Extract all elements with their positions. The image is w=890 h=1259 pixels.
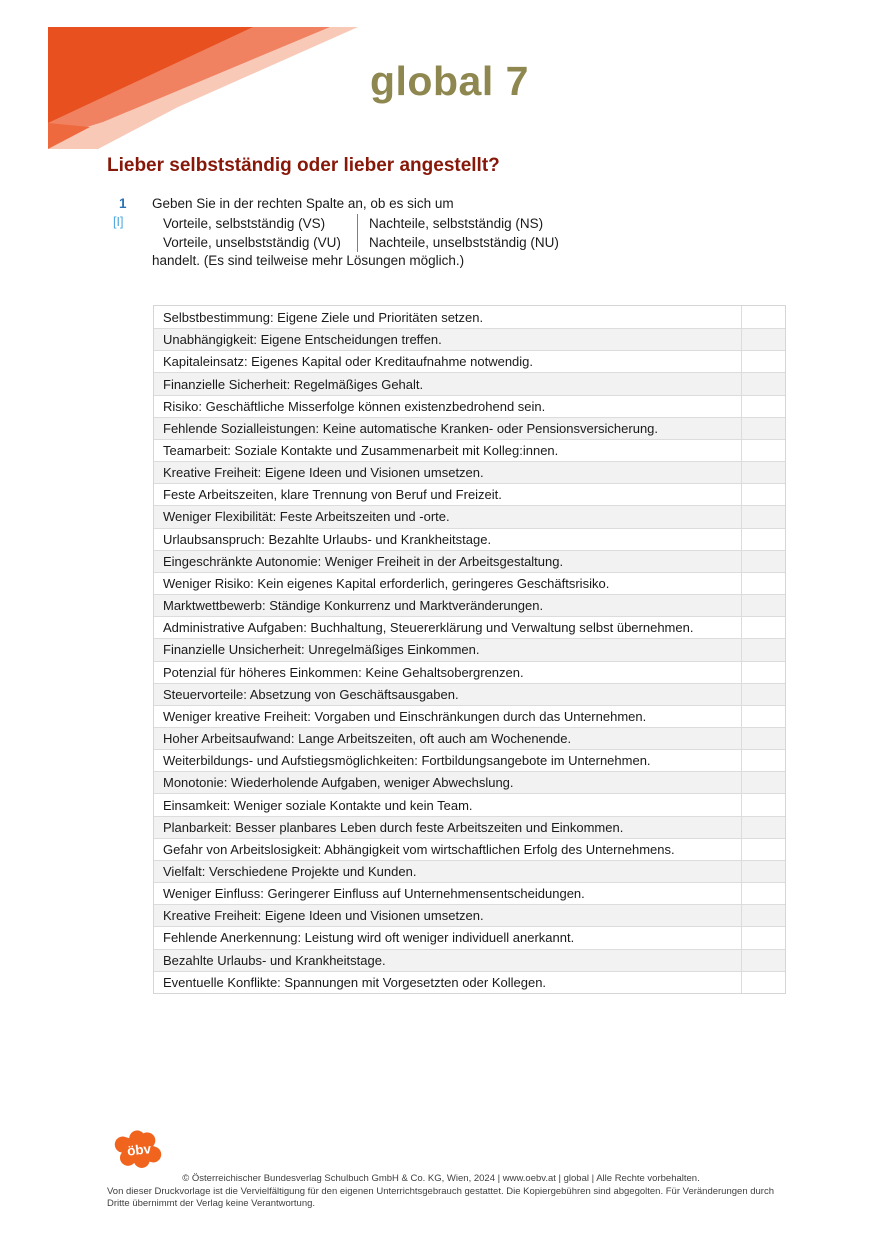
row-statement-text: Unabhängigkeit: Eigene Entscheidungen treffen. [163, 332, 442, 348]
table-row [154, 838, 785, 860]
row-statement-text: Eingeschränkte Autonomie: Weniger Freiheit in der Arbeitsgestaltung. [163, 553, 564, 569]
row-statement-text: Steuervorteile: Absetzung von Geschäftsausgaben. [163, 686, 459, 702]
row-statement-text: Fehlende Sozialleistungen: Keine automatische Kranken- oder Pensionsversicherung. [163, 420, 659, 436]
row-statement-text: Kreative Freiheit: Eigene Ideen und Visionen umsetzen. [163, 465, 484, 481]
answer-cell[interactable] [741, 817, 785, 838]
answer-cell[interactable] [741, 772, 785, 793]
table-row [154, 949, 785, 971]
row-statement-text: Einsamkeit: Weniger soziale Kontakte und kein Team. [163, 797, 473, 813]
row-statement-text: Marktwettbewerb: Ständige Konkurrenz und Marktveränderungen. [163, 598, 544, 614]
table-row [154, 306, 785, 328]
answer-cell[interactable] [741, 551, 785, 572]
row-statement-text: Gefahr von Arbeitslosigkeit: Abhängigkeit vom wirtschaftlichen Erfolg des Unternehmens. [163, 841, 675, 857]
row-statement-text: Hoher Arbeitsaufwand: Lange Arbeitszeiten, oft auch am Wochenende. [163, 731, 572, 747]
table-row [154, 372, 785, 394]
answer-cell[interactable] [741, 506, 785, 527]
row-statement-text: Weiterbildungs- und Aufstiegsmöglichkeiten: Fortbildungsangebote im Unternehmen. [163, 753, 651, 769]
answer-cell[interactable] [741, 861, 785, 882]
task-intro-text: Geben Sie in der rechten Spalte an, ob es sich um [152, 196, 454, 211]
table-row [154, 816, 785, 838]
answer-cell[interactable] [741, 373, 785, 394]
answer-cell[interactable] [741, 662, 785, 683]
answer-cell[interactable] [741, 883, 785, 904]
table-row [154, 550, 785, 572]
row-statement-text: Teamarbeit: Soziale Kontakte und Zusammenarbeit mit Kolleg:innen. [163, 443, 559, 459]
row-statement-text: Kreative Freiheit: Eigene Ideen und Visionen umsetzen. [163, 908, 484, 924]
option-vs: Vorteile, selbstständig (VS) [163, 216, 326, 231]
table-row [154, 705, 785, 727]
row-statement-text: Weniger Flexibilität: Feste Arbeitszeiten und -orte. [163, 509, 450, 525]
worksheet-heading: Lieber selbstständig oder lieber angestellt? [107, 155, 500, 176]
table-row [154, 395, 785, 417]
task-options-left-column [163, 214, 357, 252]
task-options [163, 214, 559, 252]
oebv-logo-icon [109, 1126, 167, 1174]
row-statement-text: Fehlende Anerkennung: Leistung wird oft weniger individuell anerkannt. [163, 930, 575, 946]
task-outro-text: handelt. (Es sind teilweise mehr Lösungen möglich.) [152, 253, 465, 268]
row-statement-text: Monotonie: Wiederholende Aufgaben, weniger Abwechslung. [163, 775, 514, 791]
row-statement-text: Urlaubsanspruch: Bezahlte Urlaubs- und Krankheitstage. [163, 531, 492, 547]
table-row [154, 483, 785, 505]
answer-cell[interactable] [741, 306, 785, 328]
table-row [154, 417, 785, 439]
answer-cell[interactable] [741, 396, 785, 417]
answer-cell[interactable] [741, 684, 785, 705]
answer-cell[interactable] [741, 462, 785, 483]
answer-cell[interactable] [741, 750, 785, 771]
table-row [154, 350, 785, 372]
answer-cell[interactable] [741, 706, 785, 727]
option-ns: Nachteile, selbstständig (NS) [369, 216, 544, 231]
table-row [154, 572, 785, 594]
table-row [154, 328, 785, 350]
table-row [154, 904, 785, 926]
footer-usage-notice: Von dieser Druckvorlage ist die Vervielfältigung für den eigenen Unterrichtsgebrauch gestattet. Die Kopiergebühren sind abgegolten. Für Veränderungen durch Dritte übernimmt der Verlag keine Verantwortung. [107, 1186, 775, 1209]
oebv-logo-text: öbv [126, 1141, 152, 1159]
answer-cell[interactable] [741, 927, 785, 948]
answer-cell[interactable] [741, 972, 785, 993]
footer-copyright: © Österreichischer Bundesverlag Schulbuch GmbH & Co. KG, Wien, 2024 | www.oebv.at | global | Alle Rechte vorbehalten. [182, 1173, 700, 1184]
row-statement-text: Weniger kreative Freiheit: Vorgaben und Einschränkungen durch das Unternehmen. [163, 708, 647, 724]
row-statement-text: Potenzial für höheres Einkommen: Keine Gehaltsobergrenzen. [163, 664, 524, 680]
answer-cell[interactable] [741, 484, 785, 505]
answer-cell[interactable] [741, 950, 785, 971]
answer-cell[interactable] [741, 794, 785, 815]
table-row [154, 439, 785, 461]
option-vu: Vorteile, unselbstständig (VU) [163, 235, 341, 250]
row-statement-text: Administrative Aufgaben: Buchhaltung, Steuererklärung und Verwaltung selbst übernehmen. [163, 620, 694, 636]
row-statement-text: Kapitaleinsatz: Eigenes Kapital oder Kreditaufnahme notwendig. [163, 354, 534, 370]
row-statement-text: Finanzielle Sicherheit: Regelmäßiges Gehalt. [163, 376, 424, 392]
table-row [154, 793, 785, 815]
task-options-right-column [357, 214, 559, 252]
row-statement-text: Planbarkeit: Besser planbares Leben durch feste Arbeitszeiten und Einkommen. [163, 819, 624, 835]
answer-cell[interactable] [741, 639, 785, 660]
table-row [154, 926, 785, 948]
option-nu: Nachteile, unselbstständig (NU) [369, 235, 559, 250]
row-statement-text: Risiko: Geschäftliche Misserfolge können existenzbedrohend sein. [163, 398, 546, 414]
answer-cell[interactable] [741, 573, 785, 594]
answer-cell[interactable] [741, 728, 785, 749]
task-mode-tag: [I] [113, 215, 124, 229]
table-row [154, 461, 785, 483]
answer-cell[interactable] [741, 529, 785, 550]
row-statement-text: Feste Arbeitszeiten, klare Trennung von Beruf und Freizeit. [163, 487, 502, 503]
answer-cell[interactable] [741, 418, 785, 439]
table-row [154, 683, 785, 705]
answer-cell[interactable] [741, 351, 785, 372]
publisher-brand-triangles-icon [48, 27, 358, 149]
row-statement-text: Eventuelle Konflikte: Spannungen mit Vorgesetzten oder Kollegen. [163, 974, 547, 990]
table-row [154, 505, 785, 527]
row-statement-text: Selbstbestimmung: Eigene Ziele und Prioritäten setzen. [163, 309, 484, 325]
row-statement-text: Bezahlte Urlaubs- und Krankheitstage. [163, 952, 386, 968]
answer-cell[interactable] [741, 595, 785, 616]
table-row [154, 727, 785, 749]
row-statement-text: Weniger Risiko: Kein eigenes Kapital erforderlich, geringeres Geschäftsrisiko. [163, 575, 610, 591]
table-row [154, 661, 785, 683]
table-row [154, 749, 785, 771]
answer-cell[interactable] [741, 617, 785, 638]
answer-cell[interactable] [741, 329, 785, 350]
row-statement-text: Finanzielle Unsicherheit: Unregelmäßiges Einkommen. [163, 642, 480, 658]
table-row [154, 771, 785, 793]
page-title: global 7 [370, 58, 529, 104]
row-statement-text: Weniger Einfluss: Geringerer Einfluss auf Unternehmensentscheidungen. [163, 886, 585, 902]
answer-cell[interactable] [741, 839, 785, 860]
task-number: 1 [119, 196, 127, 211]
table-row [154, 528, 785, 550]
table-row [154, 616, 785, 638]
row-statement-text: Vielfalt: Verschiedene Projekte und Kunden. [163, 863, 417, 879]
table-row [154, 860, 785, 882]
worksheet-table [153, 305, 786, 994]
table-row [154, 971, 785, 993]
table-row [154, 882, 785, 904]
table-row [154, 638, 785, 660]
answer-cell[interactable] [741, 905, 785, 926]
table-row [154, 594, 785, 616]
answer-cell[interactable] [741, 440, 785, 461]
